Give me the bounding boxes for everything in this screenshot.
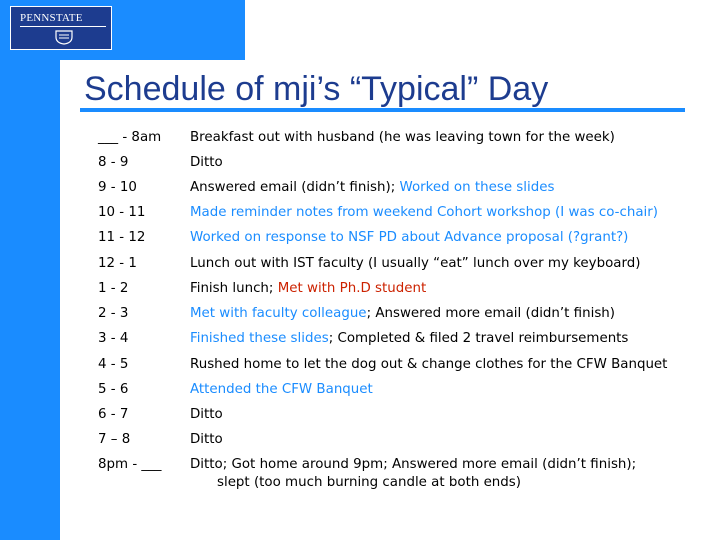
activity-highlight: Met with Ph.D student — [277, 281, 427, 296]
activity-text: Breakfast out with husband (he was leaving town for the week) — [190, 130, 615, 145]
activity-highlight: Attended the CFW Banquet — [190, 382, 373, 397]
activity — [190, 255, 715, 273]
activity-continuation: slept (too much burning candle at both ends) — [217, 475, 521, 490]
activity-text: Ditto; Got home around 9pm; Answered more email (didn’t finish); — [190, 457, 637, 472]
activity-highlight: Made reminder notes from weekend Cohort workshop (I was co-chair) — [190, 205, 658, 220]
activity — [190, 129, 715, 147]
time-slot: 7 – 8 — [98, 432, 131, 447]
time-slot: 12 - 1 — [98, 256, 137, 271]
logo-wordmark: PENNSTATE — [20, 12, 83, 24]
time-slot: 3 - 4 — [98, 331, 129, 346]
shield-icon — [55, 30, 73, 45]
time-slot: 6 - 7 — [98, 407, 129, 422]
title-underline — [80, 108, 685, 112]
activity — [190, 381, 715, 399]
left-accent-bar — [0, 0, 60, 540]
time-slot: 9 - 10 — [98, 180, 137, 195]
activity-text: Answered email (didn’t finish); — [190, 180, 400, 195]
activity — [190, 229, 715, 247]
activity-text: Lunch out with IST faculty (I usually “eat” lunch over my keyboard) — [190, 256, 641, 271]
activity — [190, 204, 715, 222]
activity-text: ; Completed & filed 2 travel reimbursements — [328, 331, 629, 346]
time-slot: 1 - 2 — [98, 281, 129, 296]
pennstate-logo — [10, 6, 112, 50]
activity-text: ; Answered more email (didn’t finish) — [366, 306, 616, 321]
activity-text: Finish lunch; — [190, 281, 278, 296]
activity — [190, 330, 715, 348]
time-slot: 11 - 12 — [98, 230, 146, 245]
activity-text: Ditto — [190, 432, 223, 447]
time-slot: 2 - 3 — [98, 306, 129, 321]
activity — [190, 179, 715, 197]
time-slot: 4 - 5 — [98, 357, 129, 372]
logo-rule — [20, 26, 106, 27]
activity-highlight: Worked on these slides — [399, 180, 555, 195]
time-slot: 5 - 6 — [98, 382, 129, 397]
time-slot: 10 - 11 — [98, 205, 146, 220]
activity-text: Rushed home to let the dog out & change clothes for the CFW Banquet — [190, 357, 668, 372]
activity — [190, 431, 715, 449]
time-slot: 8 - 9 — [98, 155, 129, 170]
time-slot: ___ - 8am — [98, 130, 162, 145]
activity-highlight: Worked on response to NSF PD about Advance proposal (?grant?) — [190, 230, 629, 245]
activity-text: Ditto — [190, 407, 223, 422]
activity-highlight: Met with faculty colleague — [190, 306, 367, 321]
activity — [190, 154, 715, 172]
activity-highlight: Finished these slides — [190, 331, 329, 346]
activity — [190, 356, 715, 374]
activity-text: Ditto — [190, 155, 223, 170]
time-slot: 8pm - ___ — [98, 457, 162, 472]
activity — [190, 280, 715, 298]
activity — [190, 456, 715, 492]
slide-title: Schedule of mji’s “Typical” Day — [84, 70, 549, 108]
activity — [190, 406, 715, 424]
activity — [190, 305, 715, 323]
